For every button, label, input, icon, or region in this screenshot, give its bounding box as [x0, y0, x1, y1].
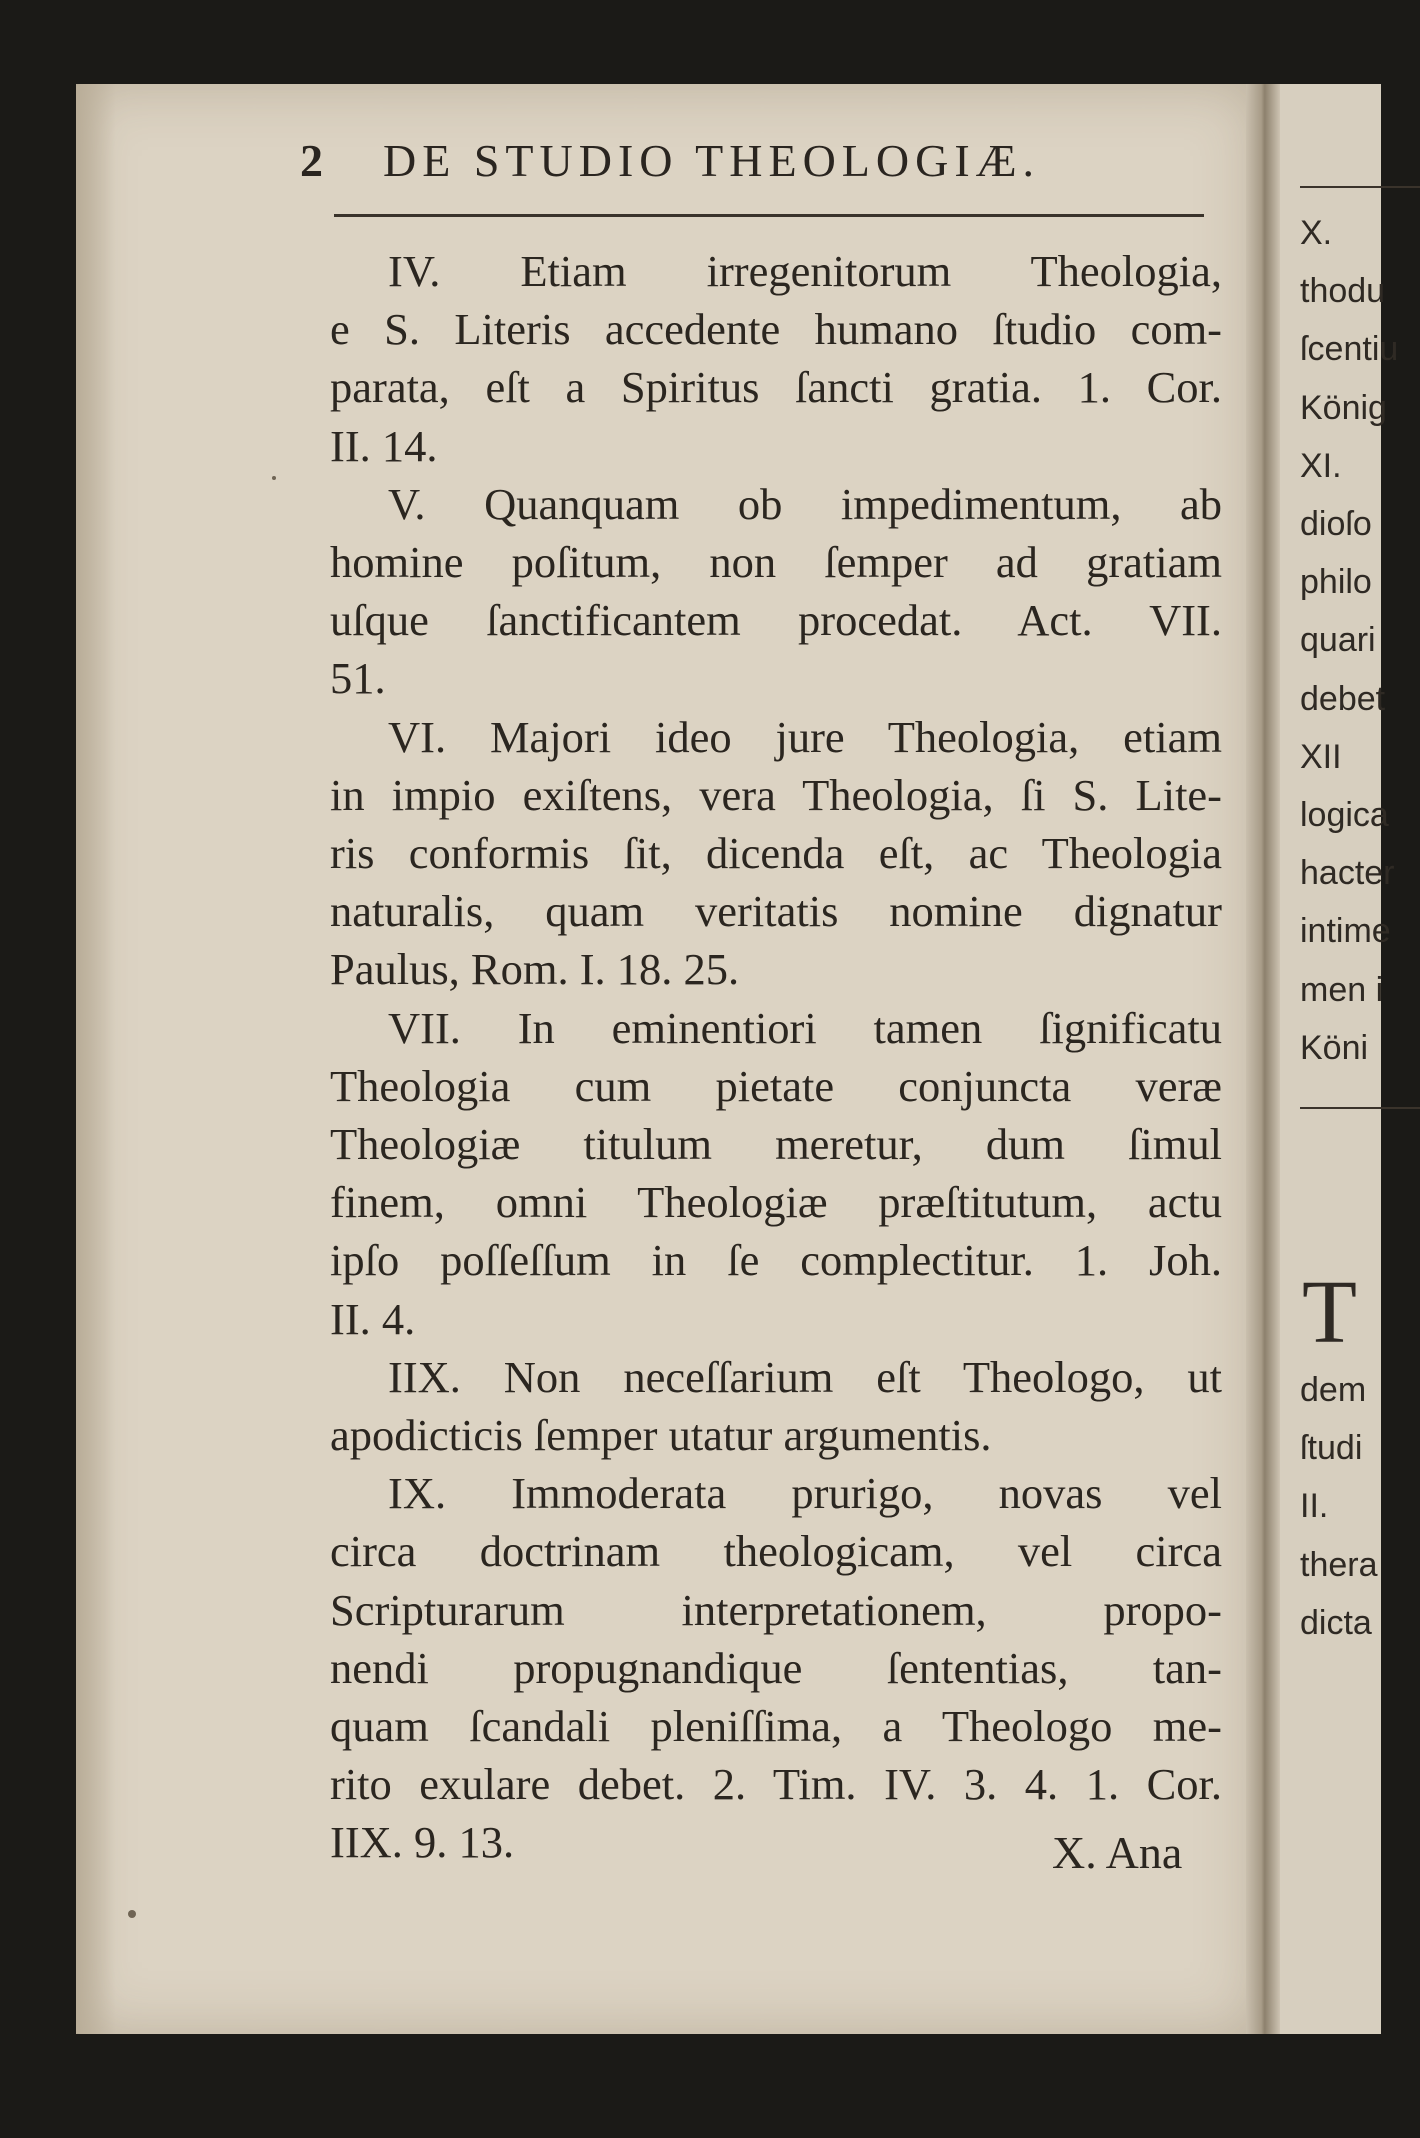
text-line: IX. Immoderata prurigo, novas vel [388, 1468, 1222, 1519]
right-text-line: thera [1300, 1545, 1378, 1584]
right-text-line: logica [1300, 796, 1389, 835]
catchword: X. Ana [1052, 1827, 1183, 1878]
running-head [300, 134, 1040, 187]
right-text-line: debet [1300, 679, 1386, 718]
right-text-line: XI. [1300, 446, 1342, 485]
text-line: e S. Literis accedente humano ſtudio com- [330, 304, 1222, 355]
right-text-line: men i [1300, 970, 1384, 1009]
right-text-line: hacter [1300, 854, 1395, 893]
paper-speck [272, 476, 276, 480]
text-line: in impio exiſtens, vera Theologia, ſi S. Lite- [330, 769, 1222, 820]
page-number: 2 [300, 135, 329, 186]
text-line: nendi propugnandique ſententias, tan- [330, 1642, 1222, 1693]
right-text-line: thodu [1300, 272, 1386, 311]
right-page-fragment [1280, 84, 1399, 2034]
text-line: IV. Etiam irregenitorum Theologia, [388, 246, 1222, 296]
text-line: quam ſcandali pleniſſima, a Theologo me- [330, 1701, 1222, 1752]
right-text-line: II. [1300, 1487, 1329, 1526]
text-line: VII. In eminentiori tamen ſignificatu [388, 1002, 1222, 1053]
right-text-line: ſtudi [1300, 1429, 1363, 1468]
text-line: apodicticis ſemper utatur argumentis. [330, 1410, 992, 1461]
paper-speck [128, 1910, 136, 1918]
text-line: homine poſitum, non ſemper ad gratiam [330, 537, 1222, 588]
right-text-line: dioſo [1300, 505, 1372, 544]
right-text-line: dicta [1300, 1603, 1372, 1642]
right-text-line: König [1300, 388, 1387, 427]
text-line: Scripturarum interpretationem, propo- [330, 1584, 1222, 1635]
text-line: naturalis, quam veritatis nomine dignatur [330, 886, 1222, 937]
right-header-rule [1300, 186, 1420, 188]
right-text-line: dem [1300, 1371, 1367, 1410]
text-line: uſque ſanctificantem procedat. Act. VII. [330, 595, 1222, 646]
text-line: II. 14. [330, 420, 438, 471]
right-text-line: quari [1300, 621, 1376, 660]
text-line: IIX. 9. 13. [330, 1817, 515, 1868]
text-line: finem, omni Theologiæ præſtitutum, actu [330, 1177, 1222, 1228]
text-line: ris conformis ſit, dicenda eſt, ac Theologia [330, 828, 1222, 879]
text-line: Paulus, Rom. I. 18. 25. [330, 944, 740, 995]
running-head-title: DE STUDIO THEOLOGIÆ. [383, 135, 1041, 186]
text-line: ipſo poſſeſſum in ſe complectitur. 1. Joh. [330, 1235, 1222, 1286]
text-line: parata, eſt a Spiritus ſancti gratia. 1. Cor. [330, 362, 1222, 413]
right-text-line: ſcentiu [1300, 330, 1399, 369]
header-rule [334, 214, 1204, 217]
right-text-line: philo [1300, 563, 1372, 602]
text-line: VI. Majori ideo jure Theologia, etiam [388, 711, 1222, 762]
right-text-line: Köni [1300, 1028, 1369, 1067]
page-edge-shadow [76, 84, 116, 2034]
right-page-gap [1280, 1125, 1381, 1265]
body-text [330, 242, 1222, 1872]
text-line: Theologia cum pietate conjuncta veræ [330, 1060, 1222, 1111]
text-line: IIX. Non neceſſarium eſt Theologo, ut [388, 1351, 1222, 1402]
right-text-line: X. [1300, 214, 1333, 252]
text-line: rito exulare debet. 2. Tim. IV. 3. 4. 1. Cor. [330, 1759, 1222, 1810]
right-text-line: XII [1300, 737, 1342, 776]
book-gutter [1246, 84, 1280, 2034]
drop-initial: T [1302, 1263, 1357, 1363]
text-line: II. 4. [330, 1293, 416, 1344]
text-line: circa doctrinam theologicam, vel circa [330, 1526, 1222, 1577]
right-text-line: intime [1300, 912, 1391, 951]
text-line: 51. [330, 653, 386, 704]
text-line: V. Quanquam ob impedimentum, ab [388, 478, 1222, 529]
right-section-rule [1300, 1107, 1420, 1109]
text-line: Theologiæ titulum meretur, dum ſimul [330, 1119, 1222, 1170]
